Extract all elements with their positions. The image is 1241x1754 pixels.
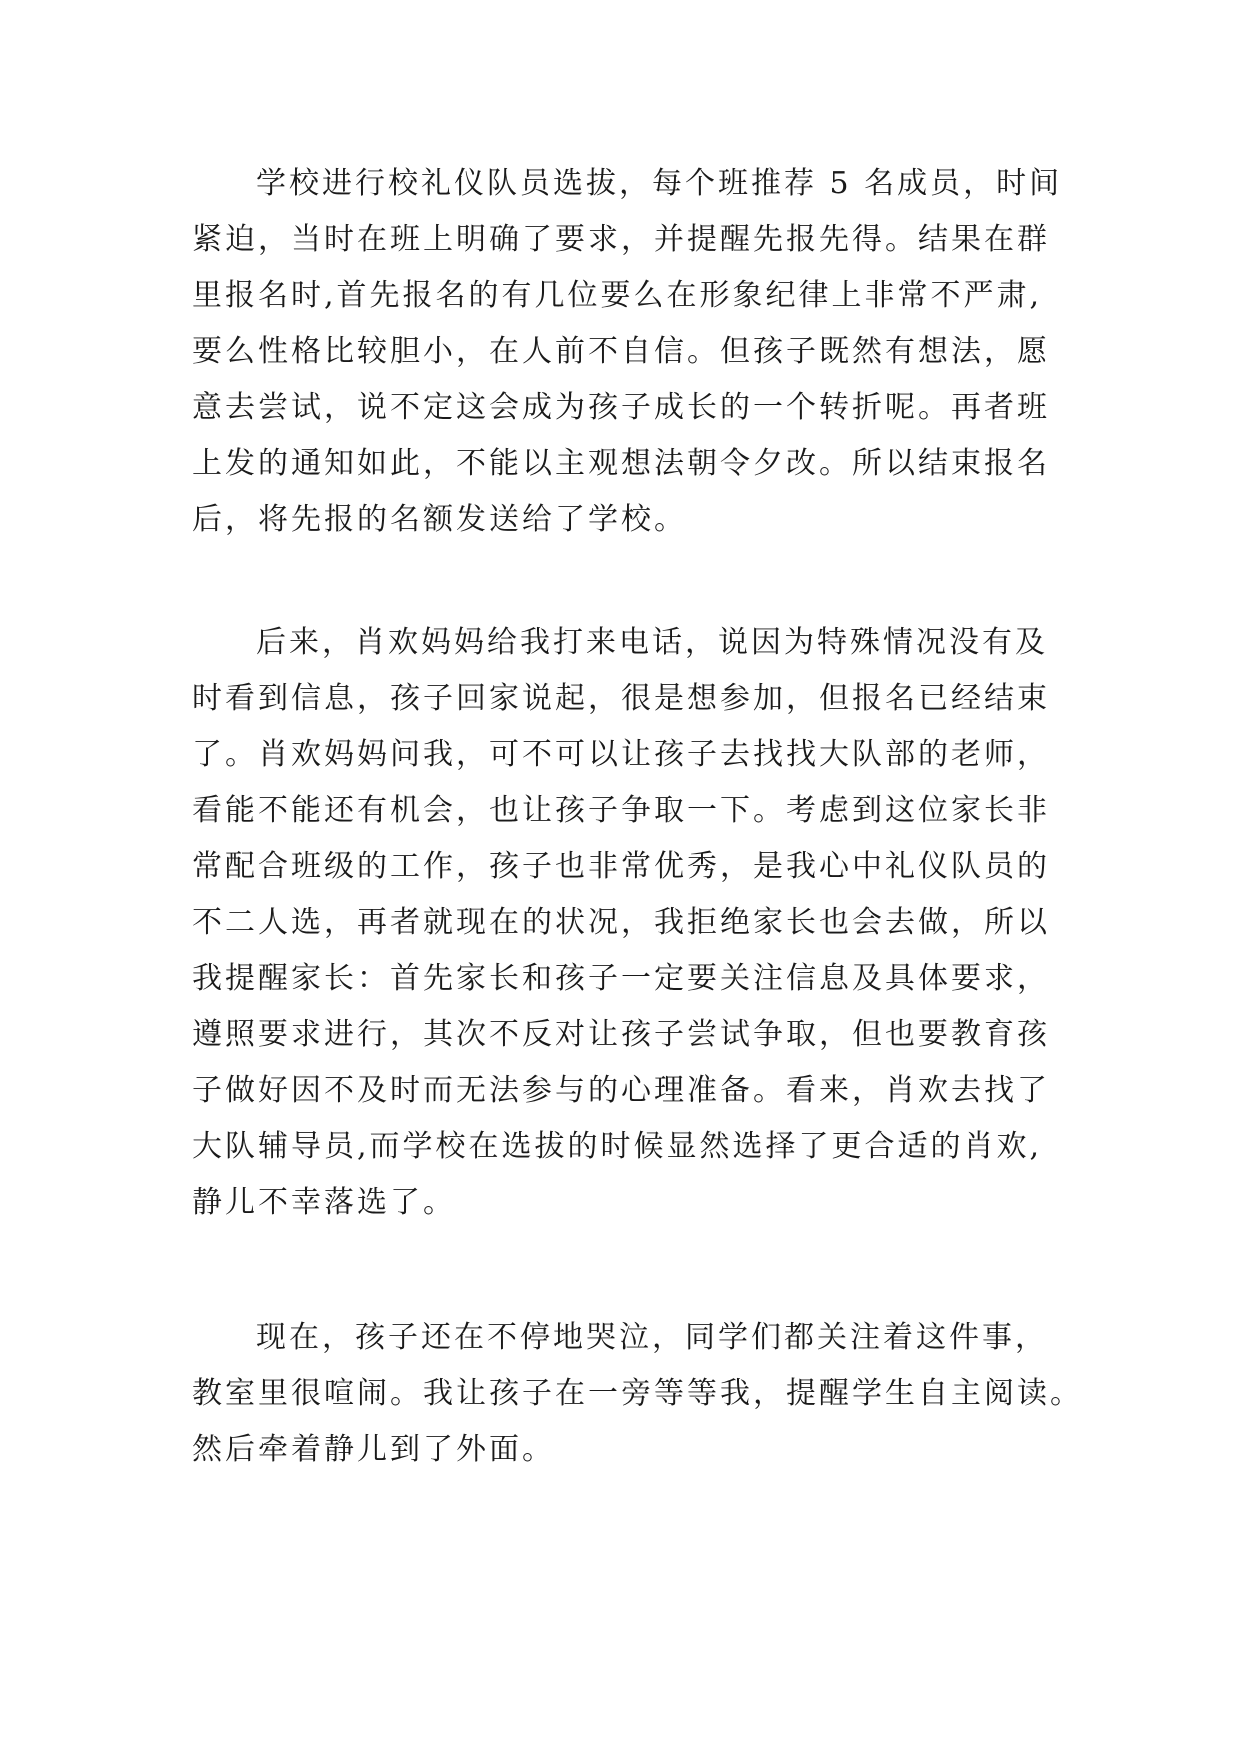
text-line: 时看到信息，孩子回家说起，很是想参加，但报名已经结束	[192, 681, 1050, 716]
text-line: 现在，孩子还在不停地哭泣，同学们都关注着这件事，	[256, 1320, 1048, 1355]
text-line: 里报名时,首先报名的有几位要么在形象纪律上非常不严肃,	[192, 278, 1043, 313]
paragraph-3	[192, 1310, 1092, 1478]
paragraph-1	[192, 156, 1092, 548]
text-line: 上发的通知如此，不能以主观想法朝令夕改。所以结束报名	[192, 446, 1050, 481]
text-line: 了。肖欢妈妈问我，可不可以让孩子去找找大队部的老师，	[192, 737, 1050, 772]
text-line: 学校进行校礼仪队员选拔，每个班推荐 5 名成员，时间	[256, 166, 1063, 201]
text-line: 子做好因不及时而无法参与的心理准备。看来，肖欢去找了	[192, 1073, 1050, 1108]
text-line: 后，将先报的名额发送给了学校。	[192, 502, 687, 537]
text-line: 后来，肖欢妈妈给我打来电话，说因为特殊情况没有及	[256, 625, 1048, 660]
text-line: 教室里很喧闹。我让孩子在一旁等等我，提醒学生自主阅读。	[192, 1376, 1083, 1411]
text-line: 不二人选，再者就现在的状况，我拒绝家长也会去做，所以	[192, 905, 1050, 940]
paragraph-2	[192, 615, 1092, 1231]
text-line: 静儿不幸落选了。	[192, 1185, 456, 1220]
text-line: 看能不能还有机会，也让孩子争取一下。考虑到这位家长非	[192, 793, 1050, 828]
text-line: 紧迫，当时在班上明确了要求，并提醒先报先得。结果在群	[192, 222, 1050, 257]
text-line: 大队辅导员,而学校在选拔的时候显然选择了更合适的肖欢,	[192, 1129, 1043, 1164]
text-line: 我提醒家长：首先家长和孩子一定要关注信息及具体要求，	[192, 961, 1050, 996]
text-line: 然后牵着静儿到了外面。	[192, 1432, 555, 1467]
text-line: 常配合班级的工作，孩子也非常优秀，是我心中礼仪队员的	[192, 849, 1050, 884]
text-line: 遵照要求进行，其次不反对让孩子尝试争取，但也要教育孩	[192, 1017, 1050, 1052]
text-line: 意去尝试，说不定这会成为孩子成长的一个转折呢。再者班	[192, 390, 1050, 425]
text-line: 要么性格比较胆小，在人前不自信。但孩子既然有想法，愿	[192, 334, 1050, 369]
